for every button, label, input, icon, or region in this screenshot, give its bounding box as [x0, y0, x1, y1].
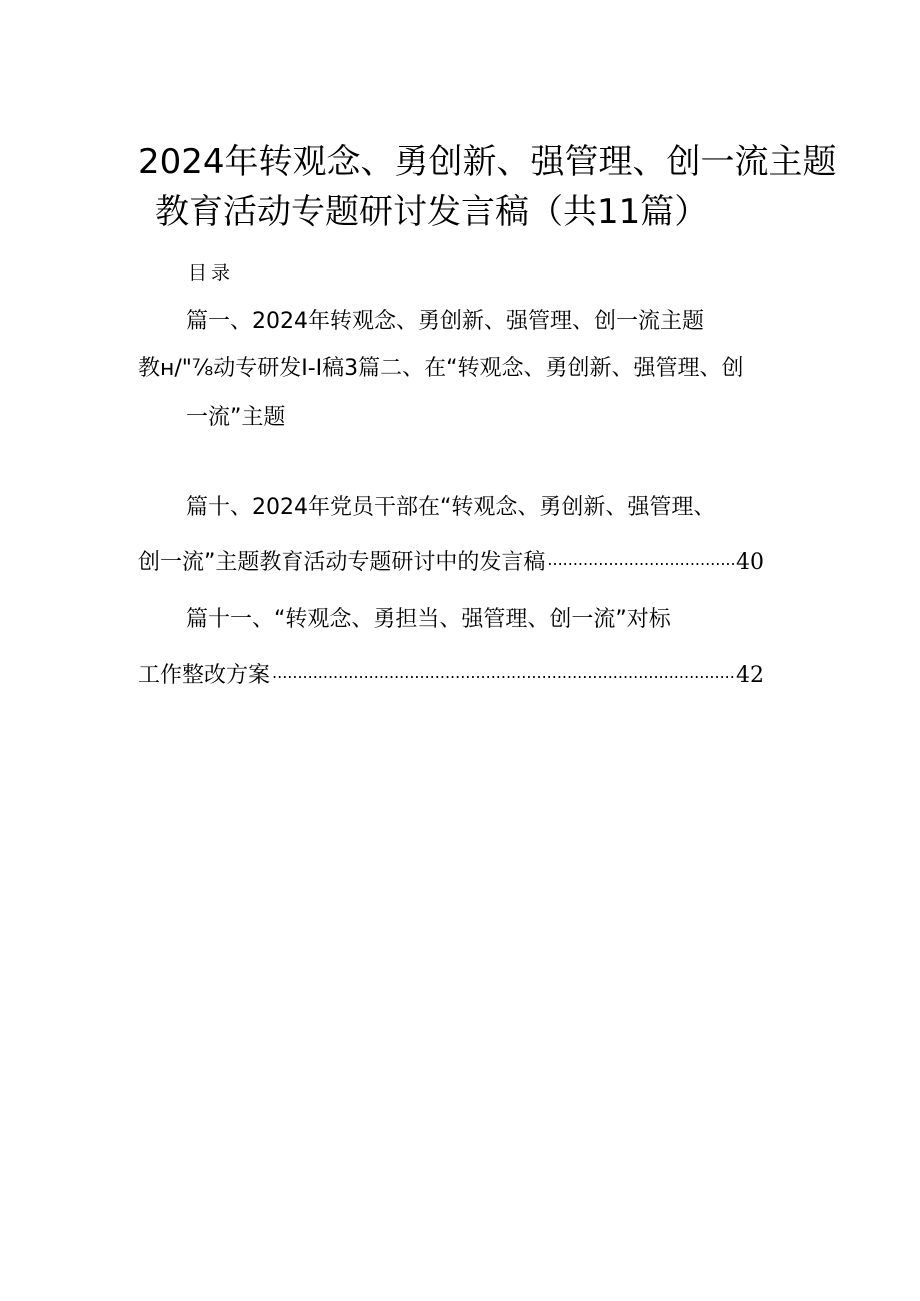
toc-entry-10-line-2: 创一流”主题教育活动专题研讨中的发言稿: [138, 550, 546, 575]
toc-leader-dots: [547, 547, 734, 569]
toc-entry-10-line-1: 篇十、2024年党员干部在“转观念、勇创新、强管理、: [186, 495, 716, 520]
toc-heading: 目录: [188, 262, 235, 284]
toc-entry-1-line-1: 篇一、2024年转观念、勇创新、强管理、创一流主题: [186, 309, 704, 334]
toc-entry-1-line-2: 教н/"⅞动专研发I-I稿3篇二、在“转观念、勇创新、强管理、创: [138, 356, 744, 381]
toc-entry-10-row: [138, 545, 764, 576]
toc-entry-11-row: [138, 658, 764, 689]
document-title-line-1: 2024年转观念、勇创新、强管理、创一流主题: [138, 142, 837, 182]
toc-entry-10-page-number: 40: [736, 550, 764, 575]
toc-leader-dots: [272, 660, 734, 682]
toc-entry-11-page-number: 42: [736, 663, 764, 688]
toc-entry-11-line-1: 篇十一、“转观念、勇担当、强管理、创一流”对标: [186, 607, 671, 632]
toc-entry-1-line-3: 一流”主题: [186, 405, 286, 430]
toc-entry-11-line-2: 工作整改方案: [138, 663, 271, 688]
document-title-line-2: 教育活动专题研讨发言稿（共11篇）: [155, 192, 709, 232]
